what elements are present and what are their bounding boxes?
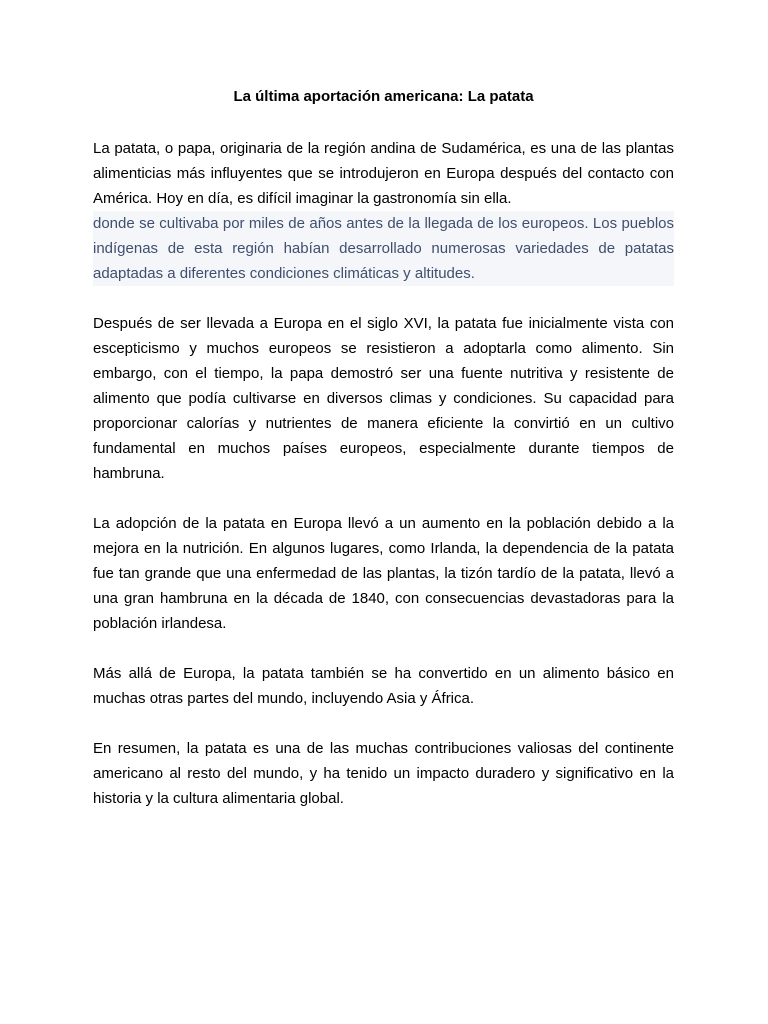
paragraph-1 (93, 136, 674, 286)
paragraph-2: Después de ser llevada a Europa en el siglo XVI, la patata fue inicialmente vista con escepticismo y muchos europeos se resistieron a adoptarla como alimento. Sin embargo, con el tiempo, la papa demostró ser una fuente nutritiva y resistente de alimento que podía cultivarse en diversos climas y condiciones. Su capacidad para proporcionar calorías y nutrientes de manera eficiente la convirtió en un cultivo fundamental en muchos países europeos, especialmente durante tiempos de hambruna. (93, 315, 674, 482)
document-page (93, 86, 674, 836)
paragraph-5: En resumen, la patata es una de las muchas contribuciones valiosas del continente americano al resto del mundo, y ha tenido un impacto duradero y significativo en la historia y la cultura alimentaria global. (93, 740, 674, 807)
paragraph-1-text: La patata, o papa, originaria de la región andina de Sudamérica, es una de las plantas alimenticias más influyentes que se introdujeron en Europa después del contacto con América. Hoy en día, es difícil imaginar la gastronomía sin ella. (93, 140, 674, 207)
paragraph-3: La adopción de la patata en Europa llevó a un aumento en la población debido a la mejora en la nutrición. En algunos lugares, como Irlanda, la dependencia de la patata fue tan grande que una enfermedad de las plantas, la tizón tardío de la patata, llevó a una gran hambruna en la década de 1840, con consecuencias devastadoras para la población irlandesa. (93, 515, 674, 632)
paragraph-1-highlighted-text: donde se cultivaba por miles de años antes de la llegada de los europeos. Los pueblos indígenas de esta región habían desarrollado numerosas variedades de patatas adaptadas a diferentes condiciones climáticas y altitudes. (93, 211, 674, 286)
document-title: La última aportación americana: La patata (233, 88, 534, 105)
paragraph-4: Más allá de Europa, la patata también se ha convertido en un alimento básico en muchas otras partes del mundo, incluyendo Asia y África. (93, 665, 674, 707)
